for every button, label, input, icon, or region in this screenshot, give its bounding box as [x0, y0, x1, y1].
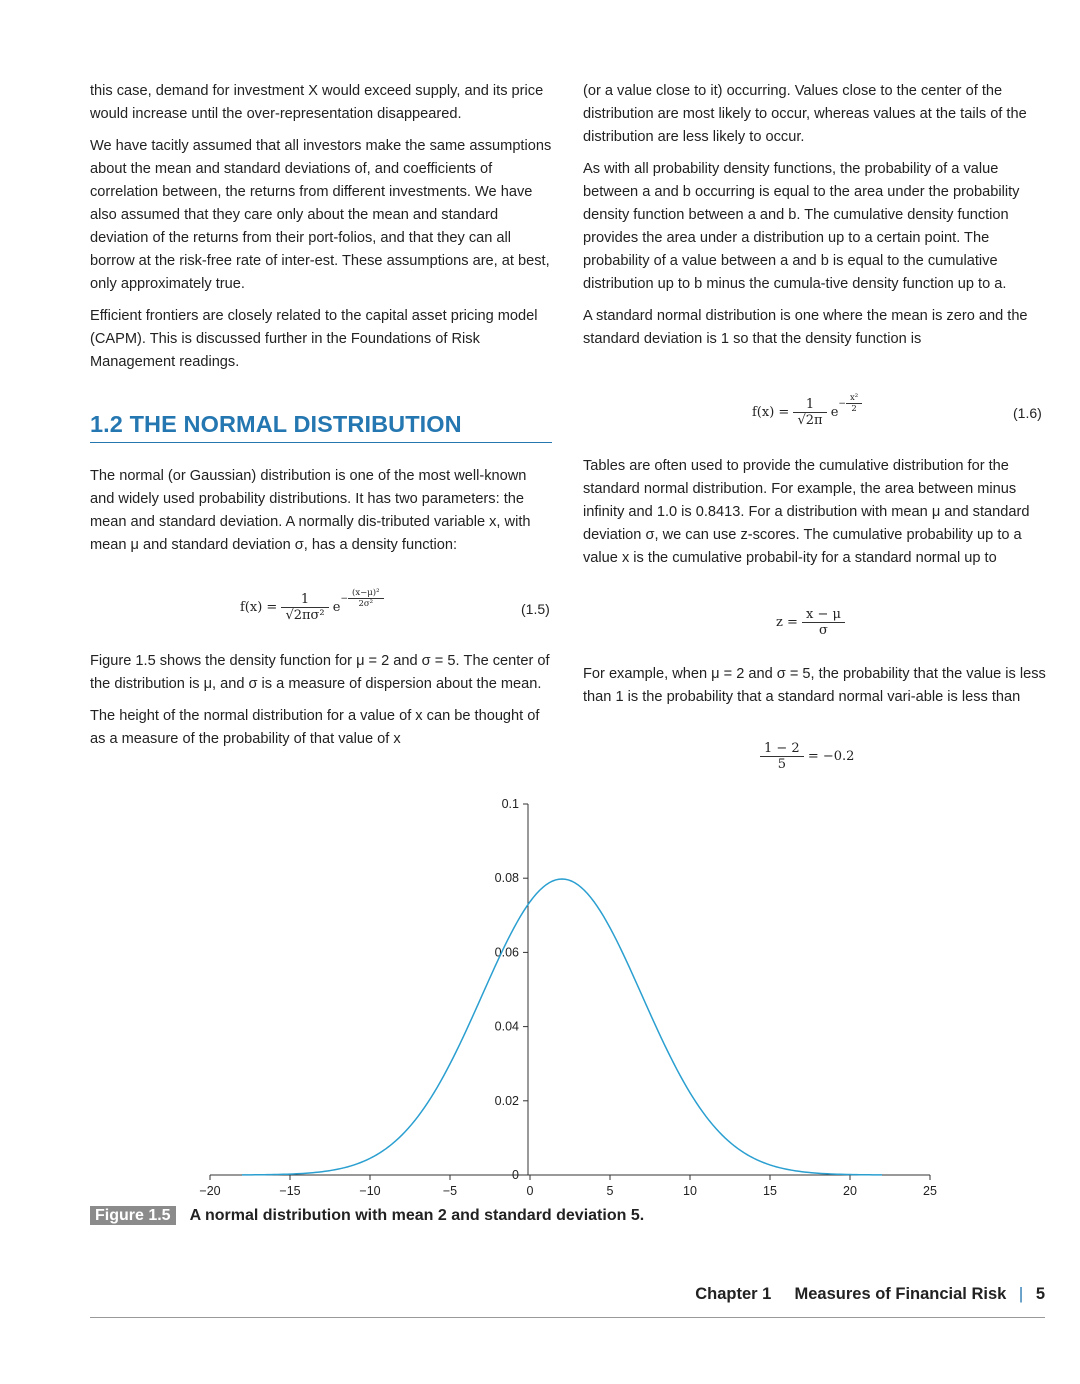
chart-axes — [199, 797, 937, 1198]
footer-separator: | — [1018, 1285, 1024, 1303]
page-footer — [695, 1285, 1045, 1304]
equation-exp-base: e — [332, 600, 341, 615]
equation-denominator: √2πσ² — [285, 608, 325, 623]
paragraph: Tables are often used to provide the cumulative distribution for the standard normal distribution. For example, the area between minus infinity and 1.0 is 0.8413. For a distribution with mean μ and standard deviation σ, we can use z-scores. The cumulative probability up to a value x is the cumulative probabil-ity for a standard normal up to — [583, 458, 1030, 566]
equation-exp-sign: − — [838, 399, 846, 409]
x-tick-label: 5 — [606, 1184, 614, 1198]
x-tick-label: 15 — [763, 1184, 777, 1198]
equation-label: (1.6) — [1013, 405, 1042, 421]
paragraph: this case, demand for investment X would exceed supply, and its price would increase until the over-representation disappeared. — [90, 83, 544, 122]
equation-fraction — [793, 397, 826, 428]
paragraph: Efficient frontiers are closely related to the capital asset pricing model (CAPM). This is discussed further in the Foundations of Risk Management readings. — [90, 308, 538, 370]
normal-distribution-chart — [0, 780, 1080, 1205]
equation-1-6 — [752, 393, 862, 428]
figure-caption — [90, 1207, 644, 1225]
equation-denominator: √2π — [797, 413, 823, 428]
equation-fraction — [760, 741, 804, 772]
left-column-lower — [90, 650, 552, 760]
x-tick-label: 20 — [843, 1184, 857, 1198]
equation-numerator: 1 — [793, 397, 826, 413]
paragraph: Figure 1.5 shows the density function for μ = 2 and σ = 5. The center of the distribution is μ, and σ is a measure of dispersion about the mean. — [90, 653, 550, 692]
equation-exp-base: e — [830, 405, 839, 420]
paragraph: The normal (or Gaussian) distribution is one of the most well-known and widely used probability distributions. It has two parameters: the mean and standard deviation. A normally dis-tributed variable x, with mean μ and standard deviation σ, has a density function: — [90, 468, 531, 553]
right-column — [583, 80, 1047, 360]
y-tick-label: 0.1 — [501, 797, 519, 811]
section-heading: 1.2 THE NORMAL DISTRIBUTION — [90, 411, 462, 437]
equation-fraction — [281, 592, 328, 623]
x-tick-label: −10 — [359, 1184, 381, 1198]
paragraph: We have tacitly assumed that all investors make the same assumptions about the mean and standard deviations of, and coefficients of correlation between, the returns from different investments. We have also assumed that they care only about the mean and standard deviation of the returns from their port-folios, and that they can all borrow at the risk-free rate of inter-est. These assumptions are, at best, only approximately true. — [90, 138, 552, 292]
x-tick-label: 10 — [683, 1184, 697, 1198]
equation-numerator: x − μ — [802, 607, 845, 623]
x-tick-label: −15 — [279, 1184, 301, 1198]
y-tick-label: 0.02 — [494, 1093, 519, 1108]
equation-exp-numerator: x² — [846, 393, 862, 404]
x-tick-label: 25 — [923, 1184, 937, 1198]
equation-z — [776, 607, 845, 638]
footer-title: Measures of Financial Risk — [794, 1285, 1007, 1303]
y-tick-label: 0.08 — [494, 871, 519, 886]
paragraph: (or a value close to it) occurring. Values close to the center of the distribution are most likely to occur, whereas values at the tails of the distribution are less likely to occur. — [583, 83, 1027, 145]
footer-chapter: Chapter 1 — [695, 1285, 772, 1303]
equation-denominator: σ — [819, 623, 828, 638]
section-heading-block — [90, 413, 552, 443]
footer-rule — [90, 1317, 1045, 1318]
equation-lhs: z = — [776, 615, 798, 630]
equation-exp-denominator: 2σ² — [358, 599, 374, 609]
page-number: 5 — [1035, 1285, 1045, 1303]
equation-rhs: = −0.2 — [807, 749, 855, 764]
equation-fraction — [802, 607, 845, 638]
chart-marks — [242, 879, 882, 1175]
left-column — [90, 80, 552, 566]
equation-exp-sign: − — [340, 594, 349, 604]
equation-denominator: 5 — [777, 757, 786, 772]
equation-numerator: 1 − 2 — [760, 741, 804, 757]
y-tick-label: 0.06 — [494, 945, 519, 960]
equation-exp-numerator: (x−μ)² — [348, 588, 383, 599]
y-tick-label: 0.04 — [494, 1019, 519, 1034]
equation-lhs: f(x) = — [240, 600, 278, 615]
equation-example — [760, 741, 854, 772]
figure-label: Figure 1.5 — [90, 1206, 176, 1225]
paragraph: For example, when μ = 2 and σ = 5, the probability that the value is less than 1 is the probability that a standard normal vari-able is less than — [583, 666, 1046, 705]
x-tick-label: −5 — [442, 1184, 458, 1198]
equation-numerator: 1 — [281, 592, 328, 608]
paragraph: As with all probability density functions, the probability of a value between a and b occurring is equal to the area under the probability density function between a and b. The cumulative density function provides the area under a distribution up to a certain point. The probability of a value between a and b is equal to the cumulative distribution up to b minus the cumula-tive density function up to a. — [583, 161, 1020, 292]
equation-exp-denominator: 2 — [851, 404, 857, 414]
x-tick-label: 0 — [526, 1184, 534, 1198]
figure-caption-text: A normal distribution with mean 2 and standard deviation 5. — [189, 1207, 645, 1224]
density-curve — [242, 879, 882, 1175]
equation-1-5 — [240, 588, 384, 623]
right-column-middle — [583, 455, 1047, 579]
paragraph: The height of the normal distribution for a value of x can be thought of as a measure of the probability of that value of x — [90, 708, 540, 747]
x-tick-label: −20 — [199, 1184, 221, 1198]
equation-lhs: f(x) = — [752, 405, 790, 420]
equation-label: (1.5) — [521, 601, 550, 617]
y-tick-label: 0 — [512, 1168, 519, 1182]
right-column-lower — [583, 663, 1047, 718]
paragraph: A standard normal distribution is one where the mean is zero and the standard deviation is 1 so that the density function is — [583, 308, 1028, 347]
